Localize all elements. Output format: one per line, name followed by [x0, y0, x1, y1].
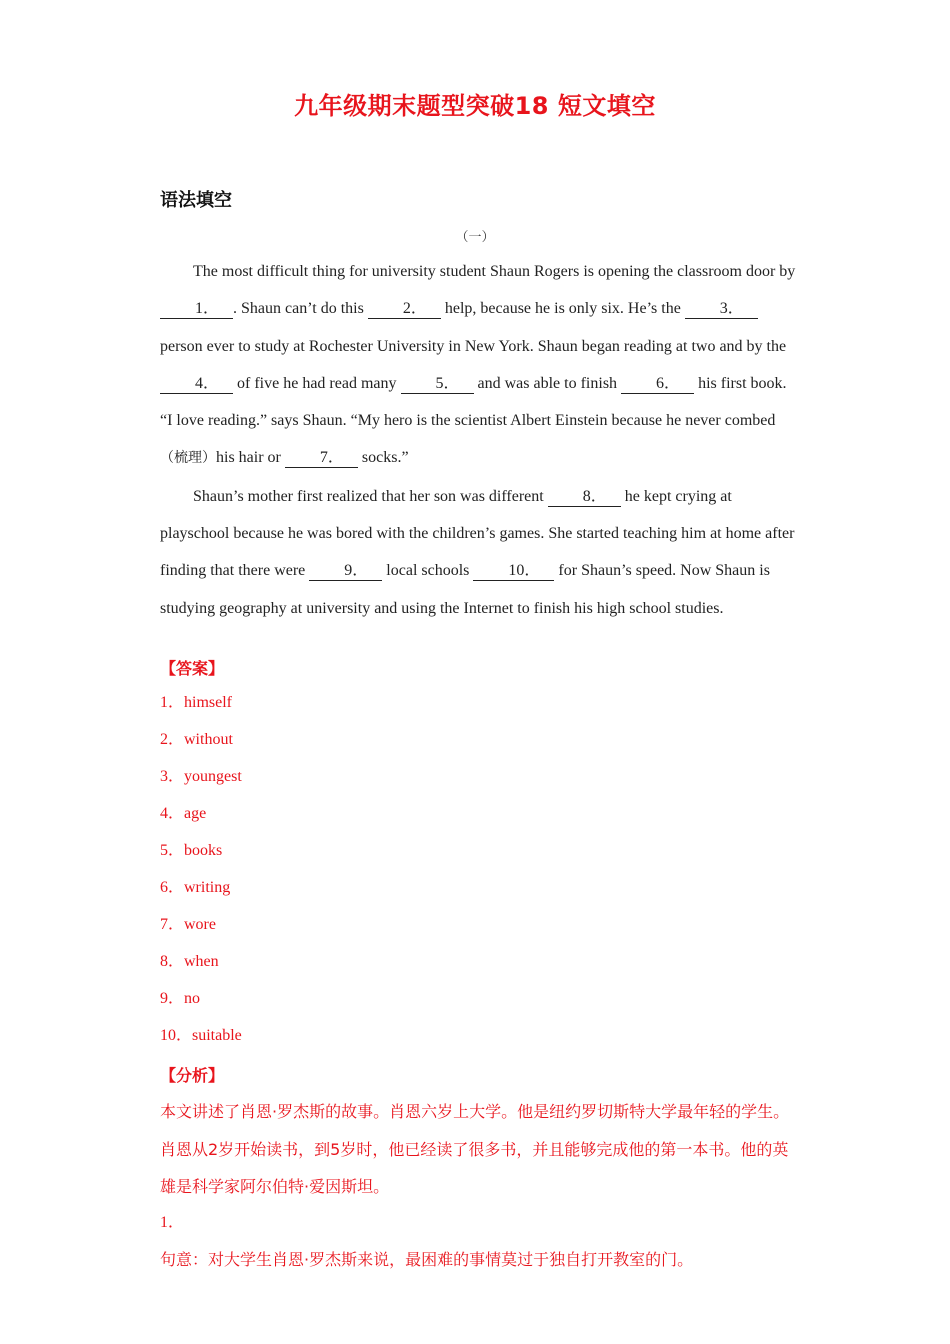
note-text: 句意：对大学生肖恩·罗杰斯来说，最困难的事情莫过于独自打开教室的门。 [160, 1250, 694, 1269]
answer-item: 3．youngest [160, 768, 242, 785]
answer-list [160, 684, 242, 1054]
blank-5: 5． [401, 375, 474, 394]
answer-item: 7．wore [160, 916, 216, 933]
passage-text: The most difficult thing for university student Shaun Rogers is opening the classroom door by [193, 263, 796, 280]
analysis-label: 【分析】 [160, 1066, 225, 1085]
passage-text: local schools [382, 562, 474, 580]
blank-2: 2． [368, 300, 441, 319]
passage-text: and was able to finish [473, 374, 622, 392]
answer-item: 8．when [160, 953, 219, 970]
passage-paragraph-1 [160, 253, 800, 478]
blank-4: 4． [160, 375, 233, 394]
passage-text: socks.” [357, 449, 409, 467]
page-title: 九年级期末题型突破18 短文填空 [294, 92, 656, 120]
answer-item: 1．himself [160, 694, 232, 711]
passage-text: for Shaun’s speed. Now Shaun is studying geography at university and using the Internet to finish his high school studies. [160, 562, 770, 617]
gloss-note: （梳理） [160, 450, 216, 467]
answer-item: 2．without [160, 731, 233, 748]
passage-text: help, because he is only six. He’s the [440, 300, 685, 318]
blank-1: 1． [160, 300, 233, 319]
analysis-text: 本文讲述了肖恩·罗杰斯的故事。肖恩六岁上大学。他是纽约罗切斯特大学最年轻的学生。肖恩从2岁开始读书，到5岁时，他已经读了很多书，并且能够完成他的第一本书。他的英雄是科学家阿尔伯特·爱因斯坦。 [160, 1102, 790, 1196]
passage-text: of five he had read many [233, 374, 401, 392]
answer-item: 5．books [160, 842, 223, 859]
blank-9: 9． [309, 562, 382, 581]
passage-text: Shaun’s mother first realized that her son was different [193, 487, 548, 505]
passage-text: person ever to study at Rochester University in New York. Shaun began reading at two and by the [160, 337, 787, 355]
passage-text: his first book. “I love reading.” says Shaun. “My hero is the scientist Albert Einstein because he never combed [160, 374, 787, 430]
passage-number: （一） [455, 229, 495, 244]
blank-8: 8． [548, 488, 621, 507]
blank-6: 6． [621, 375, 694, 394]
answer-item: 9．no [160, 990, 201, 1007]
answer-item: 6．writing [160, 879, 231, 896]
passage [160, 253, 800, 627]
answer-item: 4．age [160, 805, 207, 822]
note-number: 1． [160, 1214, 185, 1231]
passage-text: . Shaun can’t do this [233, 300, 368, 318]
passage-paragraph-2 [160, 478, 800, 627]
answer-item: 10．suitable [160, 1027, 242, 1044]
blank-10: 10． [473, 562, 554, 581]
passage-text: his hair or [216, 449, 285, 467]
answer-label: 【答案】 [160, 659, 225, 678]
blank-3: 3． [685, 300, 758, 319]
blank-7: 7． [285, 449, 358, 468]
passage-text: he kept crying at playschool because he was bored with the children’s games. She started teaching him at home after finding that there were [160, 487, 795, 580]
section-heading: 语法填空 [160, 190, 232, 211]
